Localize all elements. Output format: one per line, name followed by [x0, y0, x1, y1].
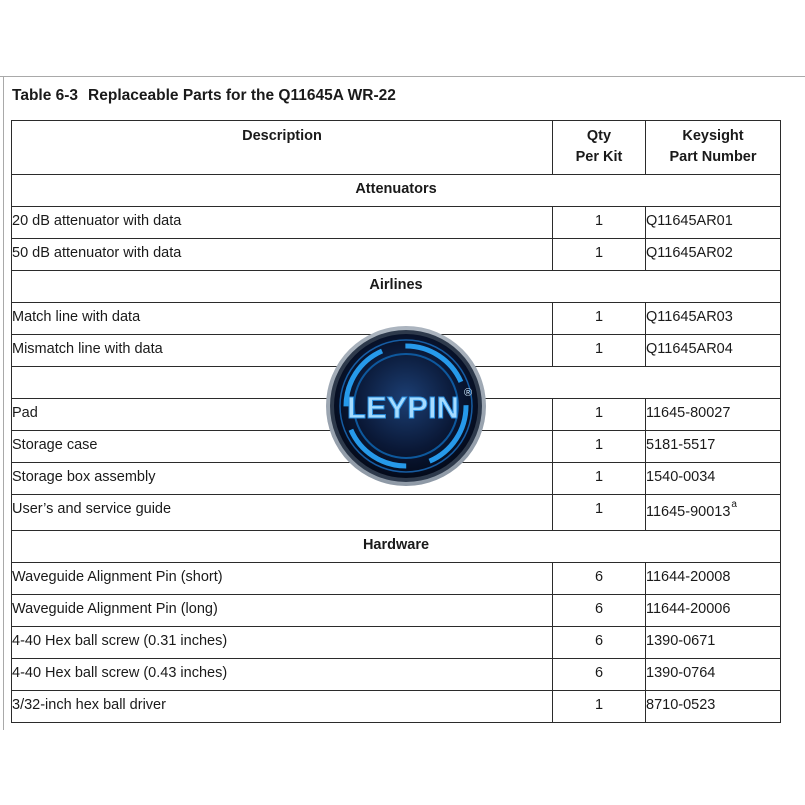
qty-cell: 1: [553, 207, 646, 239]
part-number-cell: 11644-20008: [646, 563, 781, 595]
part-number-column-header: Keysight Part Number: [646, 121, 781, 175]
section-header-row: [12, 271, 781, 303]
section-title: Hardware: [12, 531, 781, 563]
part-number-cell: 1540-0034: [646, 463, 781, 495]
description-cell: Pad: [12, 399, 553, 431]
leypin-watermark-logo: [325, 325, 487, 487]
registered-mark: ®: [463, 387, 473, 399]
qty-cell: 6: [553, 627, 646, 659]
qty-cell: 1: [553, 463, 646, 495]
part-number-cell: 5181-5517: [646, 431, 781, 463]
description-column-header: Description: [12, 121, 553, 175]
description-cell: Storage case: [12, 431, 553, 463]
qty-cell: 1: [553, 431, 646, 463]
qty-cell: 6: [553, 659, 646, 691]
description-cell: 50 dB attenuator with data: [12, 239, 553, 271]
top-divider-line: [0, 76, 805, 77]
description-cell: Match line with data: [12, 303, 553, 335]
part-number-cell: Q11645AR04: [646, 335, 781, 367]
qty-cell: 1: [553, 495, 646, 531]
qty-cell: 6: [553, 563, 646, 595]
part-number-cell: 1390-0671: [646, 627, 781, 659]
table-title: Replaceable Parts for the Q11645A WR-22: [88, 87, 396, 104]
table-row: [12, 495, 781, 531]
table-row: [12, 595, 781, 627]
description-cell: 4-40 Hex ball screw (0.43 inches): [12, 659, 553, 691]
qty-cell: 1: [553, 239, 646, 271]
left-divider-line: [3, 76, 4, 730]
qty-column-header: Qty Per Kit: [553, 121, 646, 175]
table-row: [12, 659, 781, 691]
part-number-cell: [646, 495, 781, 531]
description-cell: Mismatch line with data: [12, 335, 553, 367]
description-cell: 3/32-inch hex ball driver: [12, 691, 553, 723]
section-title: Airlines: [12, 271, 781, 303]
table-number: Table 6-3: [12, 87, 79, 104]
description-cell: 20 dB attenuator with data: [12, 207, 553, 239]
section-title: Attenuators: [12, 175, 781, 207]
table-row: [12, 207, 781, 239]
part-number-cell: Q11645AR01: [646, 207, 781, 239]
qty-cell: 1: [553, 335, 646, 367]
part-number-text: 11645-90013: [646, 504, 731, 520]
table-caption: [12, 86, 396, 106]
table-row: [12, 239, 781, 271]
description-cell: 4-40 Hex ball screw (0.31 inches): [12, 627, 553, 659]
part-number-cell: Q11645AR02: [646, 239, 781, 271]
table-header-row: [12, 121, 781, 175]
qty-cell: 1: [553, 399, 646, 431]
table-row: [12, 691, 781, 723]
part-number-cell: 1390-0764: [646, 659, 781, 691]
section-header-row: [12, 531, 781, 563]
description-cell: Waveguide Alignment Pin (long): [12, 595, 553, 627]
qty-cell: 6: [553, 595, 646, 627]
qty-cell: 1: [553, 303, 646, 335]
footnote-marker: a: [731, 499, 737, 510]
table-row: [12, 627, 781, 659]
table-row: [12, 563, 781, 595]
description-cell: Storage box assembly: [12, 463, 553, 495]
qty-cell: 1: [553, 691, 646, 723]
section-header-row: [12, 175, 781, 207]
description-cell: Waveguide Alignment Pin (short): [12, 563, 553, 595]
part-number-cell: Q11645AR03: [646, 303, 781, 335]
description-cell: User’s and service guide: [12, 495, 553, 531]
watermark-text: LEYPIN: [347, 390, 459, 425]
part-number-cell: 8710-0523: [646, 691, 781, 723]
part-number-cell: 11645-80027: [646, 399, 781, 431]
part-number-cell: 11644-20006: [646, 595, 781, 627]
